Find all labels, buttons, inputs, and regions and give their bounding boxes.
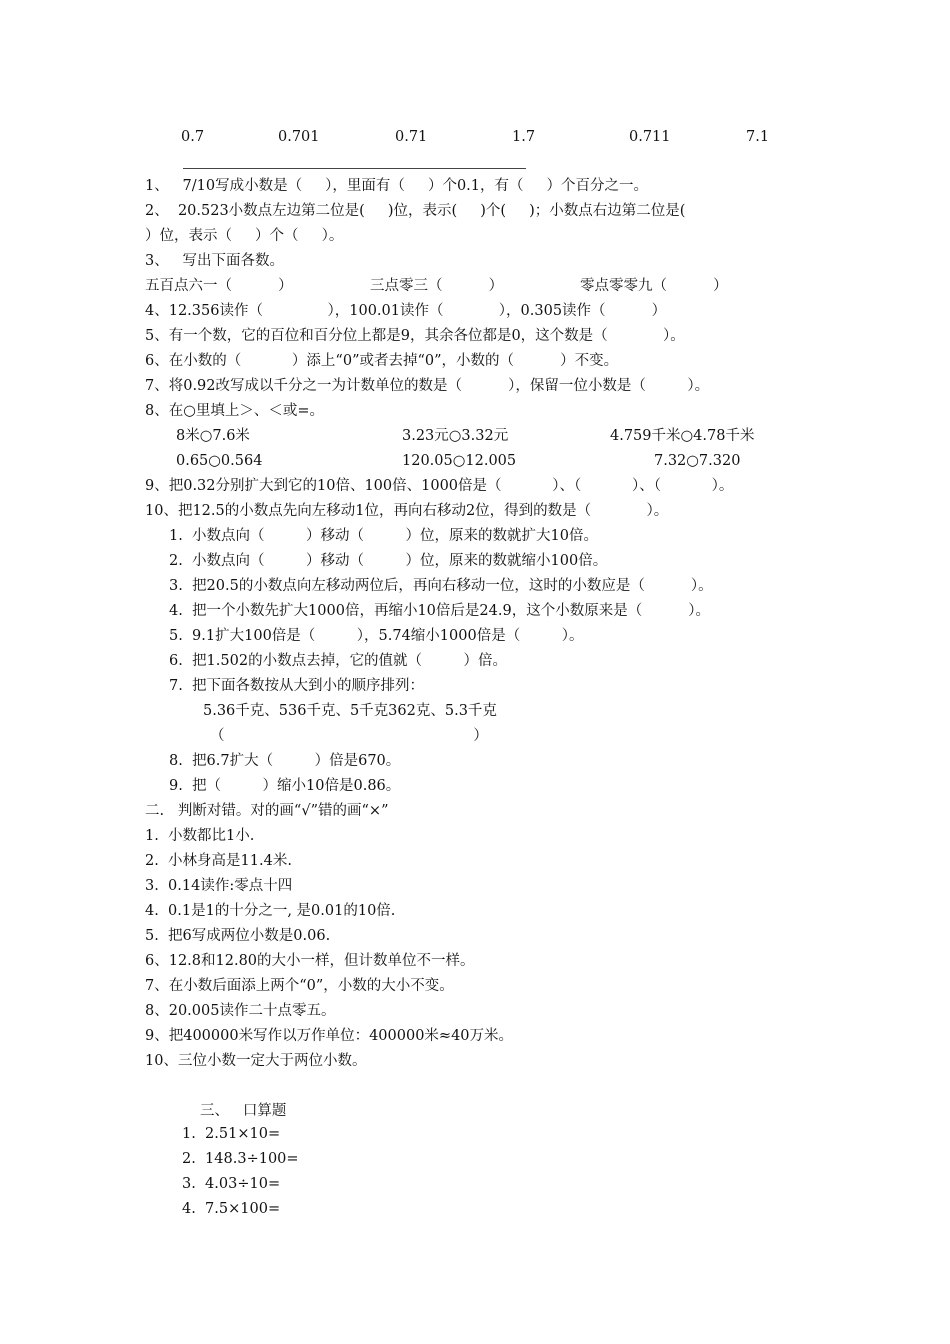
question-9: 9、把0.32分别扩大到它的10倍、100倍、1000倍是（ ）、（ ）、（ ）。	[145, 478, 734, 494]
question-10: 10、把12.5的小数点先向左移动1位，再向右移动2位，得到的数是（ ）。	[145, 503, 669, 519]
judge-item: 3. 0.14读作:零点十四	[145, 878, 293, 894]
sub-item: 1. 小数点向（ ）移动（ ）位，原来的数就扩大10倍。	[169, 528, 598, 544]
q3-item: 三点零三（ ）	[370, 278, 504, 294]
question-8: 8、在○里填上＞、＜或=。	[145, 403, 325, 419]
question-4: 4、12.356读作（ ），100.01读作（ ），0.305读作（ ）	[145, 303, 667, 319]
top-number: 7.1	[746, 129, 770, 145]
judge-item: 2. 小林身高是11.4米.	[145, 853, 292, 869]
q3-item: 五百点六一（ ）	[145, 278, 293, 294]
sub-item: 5. 9.1扩大100倍是（ ），5.74缩小1000倍是（ ）。	[169, 628, 584, 644]
top-number: 0.711	[629, 129, 671, 145]
sub-item: 9. 把（ ）缩小10倍是0.86。	[169, 778, 401, 794]
mental-math-item: 1. 2.51×10=	[182, 1126, 281, 1142]
judge-item: 1. 小数都比1小.	[145, 828, 255, 844]
question-1: 1、 7/10写成小数是（ ），里面有（ ）个0.1，有（ ）个百分之一。	[145, 178, 649, 194]
sub-item: 4. 把一个小数先扩大1000倍，再缩小10倍后是24.9，这个小数原来是（ ）。	[169, 603, 711, 619]
q8-item: 7.32○7.320	[654, 453, 741, 469]
top-number: 0.701	[278, 129, 320, 145]
judge-item: 8、20.005读作二十点零五。	[145, 1003, 336, 1019]
sub-item: 3. 把20.5的小数点向左移动两位后，再向右移动一位，这时的小数应是（ ）。	[169, 578, 713, 594]
mental-math-item: 2. 148.3÷100=	[182, 1151, 299, 1167]
top-number: 1.7	[512, 129, 536, 145]
sub-item: 2. 小数点向（ ）移动（ ）位，原来的数就缩小100倍。	[169, 553, 608, 569]
section-2-heading: 二. 判断对错。对的画“√”错的画“×”	[145, 803, 389, 819]
mental-math-item: 3. 4.03÷10=	[182, 1176, 281, 1192]
top-number: 0.7	[181, 129, 205, 145]
q3-item: 零点零零九（ ）	[580, 278, 728, 294]
section-3-heading: 三、 口算题	[200, 1103, 287, 1119]
question-5: 5、有一个数，它的百位和百分位上都是9，其余各位都是0，这个数是（ ）。	[145, 328, 685, 344]
sub-item: 7. 把下面各数按从大到小的顺序排列：	[169, 678, 425, 694]
q8-item: 120.05○12.005	[402, 453, 517, 469]
q8-item: 4.759千米○4.78千米	[610, 428, 755, 444]
judge-item: 9、把400000米写作以万作单位：400000米≈40万米。	[145, 1028, 514, 1044]
judge-item: 6、12.8和12.80的大小一样，但计数单位不一样。	[145, 953, 475, 969]
question-2: 2、 20.523小数点左边第二位是( )位，表示( )个( )；小数点右边第二位是(	[145, 203, 686, 219]
mental-math-item: 4. 7.5×100=	[182, 1201, 281, 1217]
question-6: 6、在小数的（ ）添上“0”或者去掉“0”，小数的（ ）不变。	[145, 353, 619, 369]
sub-item-7-values: 5.36千克、536千克、5千克362克、5.3千克	[203, 703, 497, 719]
top-number: 0.71	[395, 129, 428, 145]
separator-line	[183, 168, 526, 169]
question-3: 3、 写出下面各数。	[145, 253, 285, 269]
sub-item-7-blank: （ ）	[210, 728, 488, 744]
judge-item: 10、三位小数一定大于两位小数。	[145, 1053, 367, 1069]
question-7: 7、将0.92改写成以千分之一为计数单位的数是（ ），保留一位小数是（ ）。	[145, 378, 710, 394]
question-2-cont: ）位，表示（ ）个（ ）。	[145, 228, 344, 244]
sub-item: 8. 把6.7扩大（ ）倍是670。	[169, 753, 401, 769]
q8-item: 0.65○0.564	[176, 453, 263, 469]
judge-item: 5. 把6写成两位小数是0.06.	[145, 928, 331, 944]
q8-item: 3.23元○3.32元	[402, 428, 509, 444]
judge-item: 4. 0.1是1的十分之一, 是0.01的10倍.	[145, 903, 396, 919]
q8-item: 8米○7.6米	[176, 428, 250, 444]
sub-item: 6. 把1.502的小数点去掉，它的值就（ ）倍。	[169, 653, 508, 669]
judge-item: 7、在小数后面添上两个“0”，小数的大小不变。	[145, 978, 454, 994]
